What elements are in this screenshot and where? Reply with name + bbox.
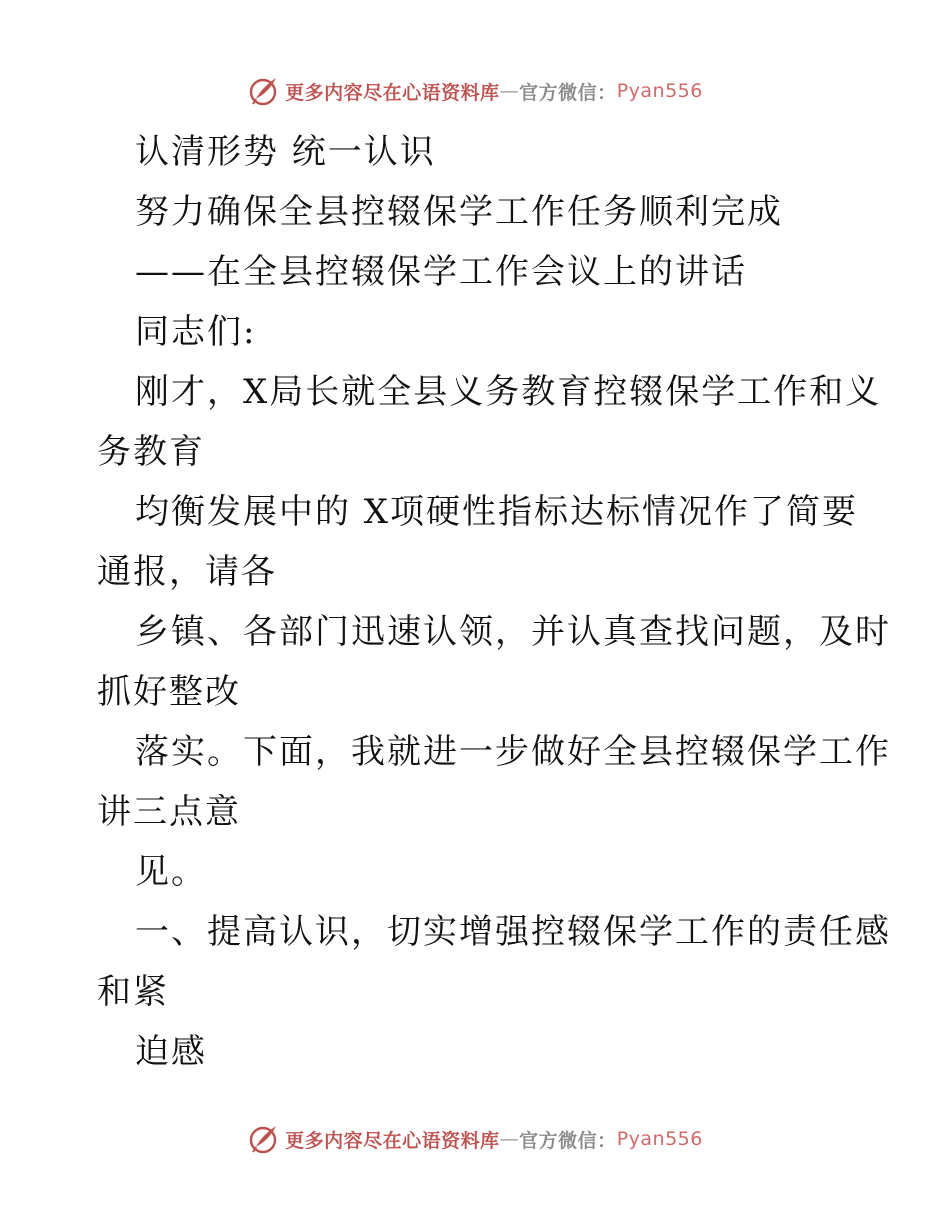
doc-paragraph-line: 抓好整改 (97, 672, 241, 712)
footer-watermark (0, 1119, 950, 1159)
doc-paragraph-line: 乡镇、各部门迅速认领，并认真查找问题，及时 (135, 612, 891, 652)
doc-salutation: 同志们: (135, 312, 257, 352)
doc-paragraph-line: 刚才，X局长就全县义务教育控辍保学工作和义 (135, 372, 882, 412)
doc-paragraph-line: 通报，请各 (97, 552, 277, 592)
doc-section-heading-cont: 和紧 (97, 972, 169, 1012)
doc-paragraph-line: 见。 (135, 852, 207, 892)
watermark-main-text: 更多内容尽在心语资料库 (285, 1129, 500, 1152)
feather-pen-logo-icon (247, 75, 279, 107)
doc-section-heading: 一、提高认识，切实增强控辍保学工作的责任感 (135, 912, 891, 952)
doc-paragraph-line: 务教育 (97, 432, 205, 472)
doc-paragraph-line: 均衡发展中的 X项硬性指标达标情况作了简要 (135, 492, 859, 532)
doc-section-heading-cont: 迫感 (135, 1032, 207, 1072)
doc-paragraph-line: 落实。下面，我就进一步做好全县控辍保学工作 (135, 732, 891, 772)
doc-subtitle: ——在全县控辍保学工作会议上的讲话 (135, 252, 747, 292)
watermark-wechat-label: 官方微信： (519, 1129, 617, 1152)
doc-title: 认清形势 统一认识 (135, 132, 436, 172)
document-body (97, 122, 891, 1082)
watermark-wechat-id: Pyan556 (616, 80, 703, 102)
doc-main-heading: 努力确保全县控辍保学工作任务顺利完成 (135, 192, 783, 232)
watermark-dash: — (499, 80, 520, 102)
watermark-wechat-id: Pyan556 (616, 1128, 703, 1150)
doc-paragraph-line: 讲三点意 (97, 792, 241, 832)
header-watermark (0, 71, 950, 111)
watermark-main-text: 更多内容尽在心语资料库 (285, 81, 500, 104)
feather-pen-logo-icon (247, 1123, 279, 1155)
watermark-dash: — (499, 1128, 520, 1150)
watermark-wechat-label: 官方微信： (519, 81, 617, 104)
